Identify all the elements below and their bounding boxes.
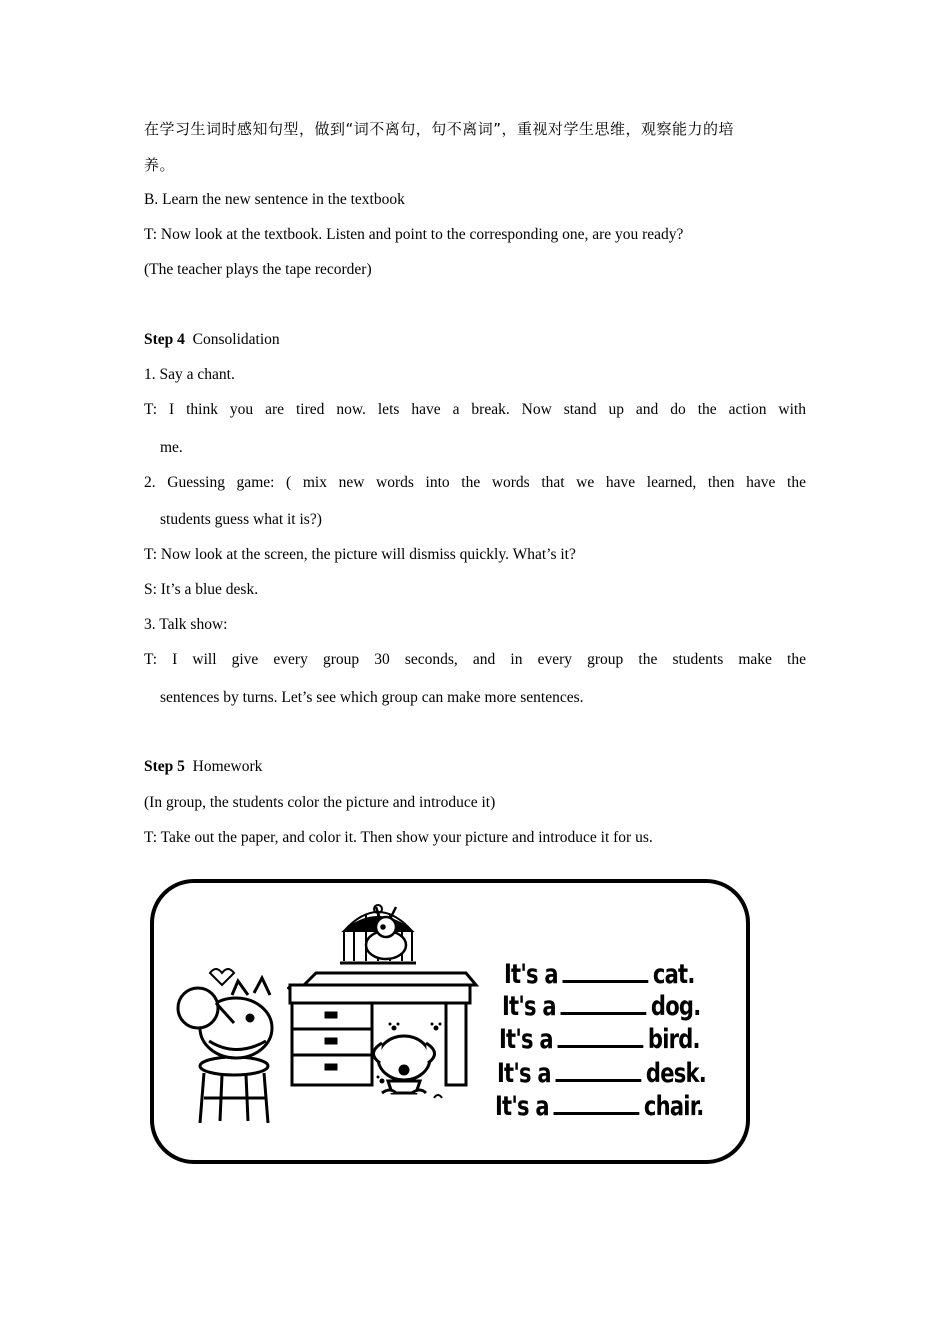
worksheet-frame — [150, 879, 750, 1164]
step4-item1: 1. Say a chant. — [144, 366, 235, 383]
step4-item2-teacher: T: Now look at the screen, the picture will dismiss quickly. What’s it? — [144, 546, 576, 563]
step4-item1-teacher-a: T: I think you are tired now. lets have a break. Now stand up and do the action with — [144, 401, 806, 418]
step5-teacher-line: T: Take out the paper, and color it. Then show your picture and introduce it for us. — [144, 829, 653, 846]
step5-title: Homework — [192, 758, 263, 775]
cat-drawing — [178, 969, 308, 1058]
intro-chinese-line-1: 在学习生词时感知句型，做到“词不离句，句不离词”，重视对学生思维，观察能力的培 — [144, 120, 735, 138]
step4-item2-a: 2. Guessing game: ( mix new words into the words that we have learned, then have the — [144, 474, 806, 491]
section-b-title: B. Learn the new sentence in the textbook — [144, 191, 405, 208]
sentence-prefix: It's a — [504, 959, 558, 990]
sentence-cat — [504, 958, 695, 990]
sentence-word: cat. — [652, 959, 695, 990]
answer-blank[interactable] — [553, 1090, 639, 1115]
sentence-prefix: It's a — [499, 1024, 553, 1055]
sentence-word: dog. — [650, 991, 701, 1022]
answer-blank[interactable] — [557, 1023, 643, 1048]
intro-chinese-line-2: 养。 — [144, 156, 176, 174]
step4-item1-teacher-b: me. — [160, 439, 183, 456]
sentence-dog — [502, 990, 700, 1022]
sentence-bird — [499, 1023, 700, 1055]
answer-blank[interactable] — [555, 1057, 641, 1082]
bird-drawing — [366, 907, 406, 959]
sentence-prefix: It's a — [495, 1091, 549, 1122]
step4-item3-teacher-a: T: I will give every group 30 seconds, and in every group the students make the — [144, 651, 806, 668]
section-b-note: (The teacher plays the tape recorder) — [144, 261, 372, 278]
answer-blank[interactable] — [562, 958, 648, 983]
sentence-prefix: It's a — [502, 991, 556, 1022]
sentence-word: chair. — [643, 1091, 704, 1122]
step4-heading — [144, 330, 280, 350]
step5-note: (In group, the students color the picture and introduce it) — [144, 794, 496, 811]
step5-label: Step 5 — [144, 758, 185, 775]
stool-drawing — [200, 1057, 268, 1123]
sentence-prefix: It's a — [497, 1058, 551, 1089]
step4-item3-teacher-b: sentences by turns. Let’s see which group can make more sentences. — [160, 689, 584, 706]
step4-item2-b: students guess what it is?) — [160, 511, 322, 528]
section-b-teacher-line: T: Now look at the textbook. Listen and point to the corresponding one, are you ready? — [144, 226, 684, 243]
step4-item3: 3. Talk show: — [144, 616, 228, 633]
answer-blank[interactable] — [560, 990, 646, 1015]
step4-item2-student: S: It’s a blue desk. — [144, 581, 259, 598]
sentence-word: bird. — [647, 1024, 700, 1055]
step4-label: Step 4 — [144, 331, 185, 348]
sentence-desk — [497, 1057, 706, 1089]
step5-heading — [144, 757, 262, 777]
dog-drawing — [373, 1036, 442, 1098]
sentence-chair — [495, 1090, 704, 1122]
step4-title: Consolidation — [192, 331, 280, 348]
sentence-word: desk. — [645, 1058, 706, 1089]
